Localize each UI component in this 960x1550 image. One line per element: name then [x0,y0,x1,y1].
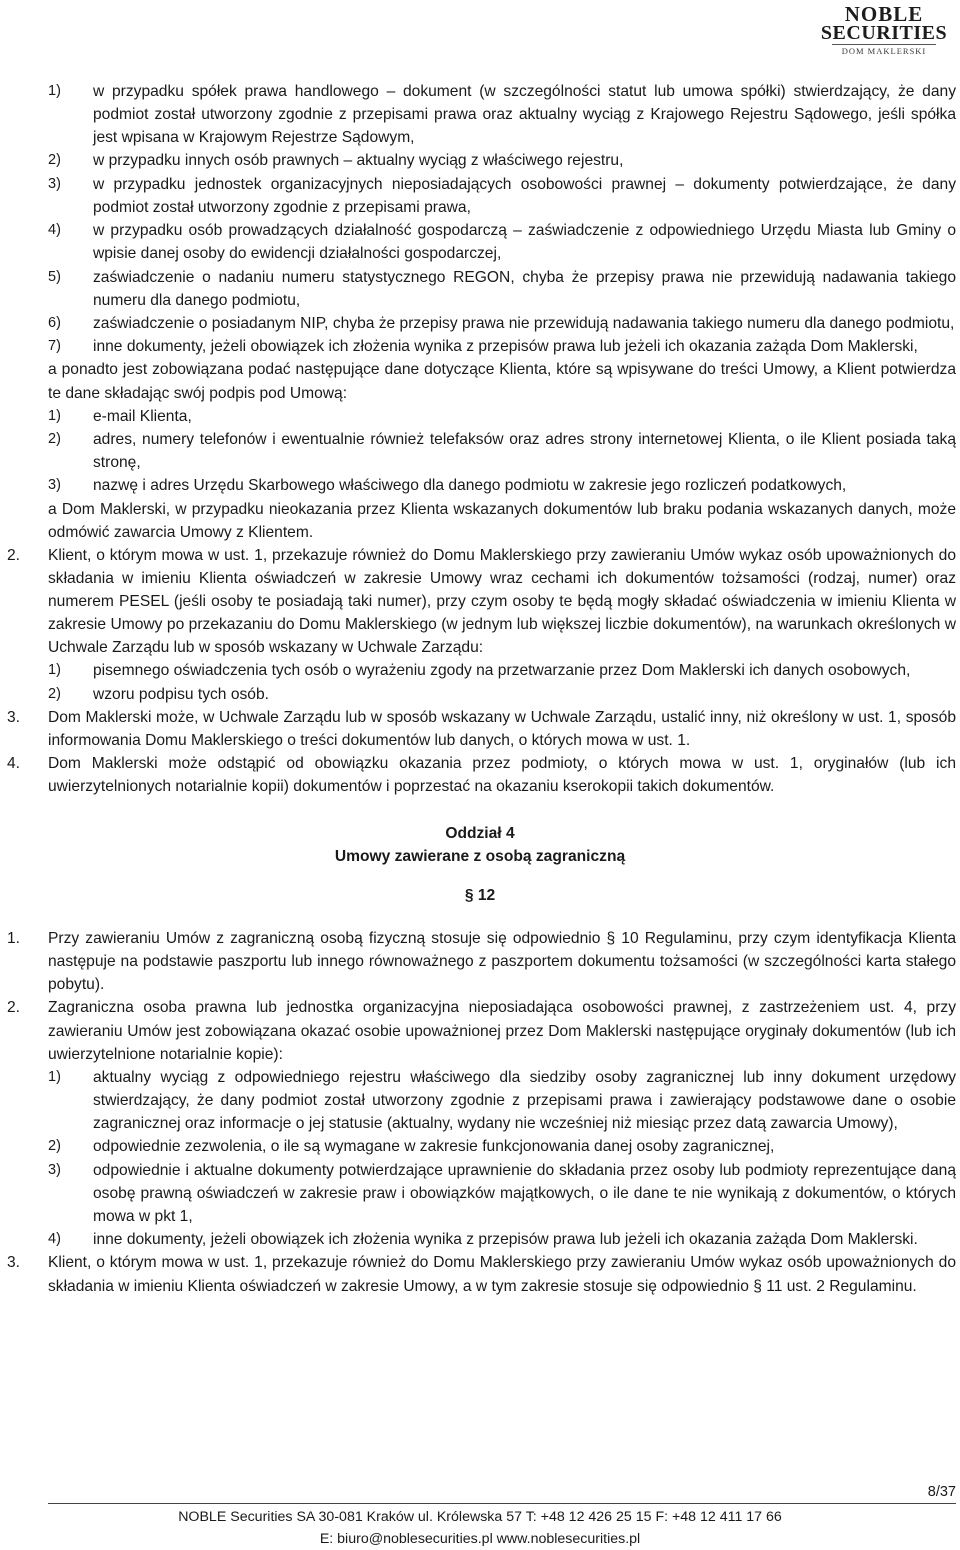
item-text: aktualny wyciąg z odpowiedniego rejestru właściwego dla siedziby osoby zagranicznej lub inny dokument urzędowy stwierdzający, że dany podmiot został utworzony zgodnie z przepisami prawa i zawierający podstawowe dane o osobie zagranicznej oraz informacje o jej statusie (aktualny, wydany nie wcześniej niż miesiąc przez datą zawarcia Umowy), [93,1068,956,1133]
item-text: Przy zawieraniu Umów z zagraniczną osobą fizyczną stosuje się odpowiednio § 10 Regulaminu, przy czym identyfikacja Klienta następuje na podstawie paszportu lub innego równoważnego z paszportem dokumentu tożsamości (w szczególności karta stałego pobytu). [48,930,956,994]
numbered-clause [0,544,960,659]
item-number: 3) [48,175,61,192]
footer-divider [48,1503,956,1504]
document-body [0,80,960,1298]
item-number: 2. [7,999,21,1017]
item-number: 7) [48,338,61,355]
item-number: 1) [48,662,61,679]
item-text: Klient, o którym mowa w ust. 1, przekazuje również do Domu Maklerskiego przy zawieraniu Umów wykaz osób upoważnionych do składania w imieniu Klienta oświadczeń w zakresie Umowy wraz cechami ich dokumentów tożsamości (rodzaj, numer) oraz numerem PESEL (jeśli osoby te posiadają taki numer), przy czym osoby te będą mogły składać oświadczenia w imieniu Klienta w zakresie Umowy po przekazaniu do Domu Maklerskiego (w jednym lub większej liczbie dokumentów), na warunkach określonych w Uchwale Zarządu lub w sposób wskazany w Uchwale Zarządu: [48,546,956,657]
item-text: adres, numery telefonów i ewentualnie również telefaksów oraz adres strony internetowej Klienta, o ile Klient posiada taką stronę, [93,430,956,471]
item-text: odpowiednie i aktualne dokumenty potwierdzające uprawnienie do składania przez osoby lub podmioty reprezentujące daną osobę prawną oświadczeń w zakresie praw i obowiązków majątkowych, o ile dane te nie wynikają z dokumentów, o których mowa w pkt 1, [93,1161,956,1225]
item-number: 1) [48,1068,61,1085]
page-number: 8/37 [927,1484,956,1500]
numbered-clause [0,996,960,1065]
list-item [0,659,960,682]
numbered-clause [0,706,960,752]
item-number: 3) [48,1161,61,1178]
item-text: inne dokumenty, jeżeli obowiązek ich złożenia wynika z przepisów prawa lub jeżeli ich okazania zażąda Dom Maklerski, [93,338,918,356]
item-number: 5) [48,268,61,285]
list-item [0,149,960,172]
logo-line-3: DOM MAKLERSKI [832,44,936,56]
list-item [0,173,960,219]
item-number: 2) [48,685,61,702]
company-logo [818,4,950,56]
item-text: Dom Maklerski może, w Uchwale Zarządu lub w sposób wskazany w Uchwale Zarządu, ustalić inny, niż określony w ust. 1, sposób informowania Domu Maklerskiego o treści dokumentów lub danych, o których mowa w ust. 1. [48,708,956,750]
numbered-clause [0,927,960,996]
logo-line-2: SECURITIES [820,22,948,44]
list-item [0,219,960,265]
item-text: Zagraniczna osoba prawna lub jednostka organizacyjna nieposiadająca osobowości prawnej, z zastrzeżeniem ust. 4, przy zawieraniu Umów jest zobowiązana okazać osobie upoważnionej przez Dom Maklerski następujące oryginały dokumentów (lub ich uwierzytelnione notarialnie kopie): [48,999,956,1063]
section-subtitle: Umowy zawierane z osobą zagraniczną [334,847,626,865]
footer-address-line: NOBLE Securities SA 30-081 Kraków ul. Królewska 57 T: +48 12 426 25 15 F: +48 12 411 17 66 [178,1509,782,1525]
item-text: zaświadczenie o nadaniu numeru statystycznego REGON, chyba że przepisy prawa nie przewidują nadawania takiego numeru dla danego podmiotu, [93,268,956,309]
footer-contact-line: E: biuro@noblesecurities.pl www.noblesecurities.pl [319,1531,641,1547]
item-number: 4) [48,1231,61,1248]
section-10-continuation [0,80,960,799]
numbered-clause [0,752,960,798]
item-text: w przypadku jednostek organizacyjnych nieposiadających osobowości prawnej – dokumenty potwierdzające, że dany podmiot został utworzony zgodnie z przepisami prawa, [93,175,956,216]
item-number: 3. [7,708,21,726]
item-number: 1) [48,407,61,424]
item-text: w przypadku spółek prawa handlowego – dokument (w szczególności statut lub umowa spółki) stwierdzający, że dany podmiot został utworzony zgodnie z przepisami prawa oraz aktualny wyciąg z Krajowego Rejestru Sądowego, jeśli spółka jest wpisana w Krajowym Rejestrze Sądowym, [93,83,956,147]
item-number: 4. [7,755,21,773]
numbered-clause [0,1251,960,1297]
item-number: 1) [48,83,61,99]
list-item [0,474,960,497]
item-number: 2) [48,1138,61,1155]
list-item [0,1066,960,1135]
list-item [0,266,960,312]
item-number: 2. [7,546,21,564]
list-item [0,80,960,149]
list-item [0,1135,960,1158]
item-number: 3) [48,477,61,494]
page-footer [0,1506,960,1550]
item-number: 2) [48,430,61,447]
item-number: 6) [48,314,61,331]
item-text: pisemnego oświadczenia tych osób o wyrażeniu zgody na przetwarzanie przez Dom Maklerski ich danych osobowych, [93,662,911,680]
item-text: Klient, o którym mowa w ust. 1, przekazuje również do Domu Maklerskiego przy zawieraniu Umów wykaz osób upoważnionych do składania w imieniu Klienta oświadczeń w zakresie Umowy, a w tym zakresie stosuje się odpowiednio § 11 ust. 2 Regulaminu. [48,1254,956,1295]
list-item [0,405,960,428]
logo-line-1: NOBLE [844,2,924,26]
paragraph-text: a ponadto jest zobowiązana podać następujące dane dotyczące Klienta, które są wpisywane do treści Umowy, a Klient potwierdza te dane składając swój podpis pod Umową: [48,361,956,402]
item-text: w przypadku osób prowadzących działalność gospodarczą – zaświadczenie z odpowiedniego Urzędu Miasta lub Gminy o wpisie danej osoby do ewidencji działalności gospodarczej, [93,222,956,263]
item-text: Dom Maklerski może odstąpić od obowiązku okazania przez podmioty, o których mowa w ust. 1, oryginałów (lub ich uwierzytelnionych notarialnie kopii) dokumentów i poprzestać na okazaniu kserokopii takich dokumentów. [48,755,956,796]
paragraph-heading: § 12 [464,886,496,904]
item-text: inne dokumenty, jeżeli obowiązek ich złożenia wynika z przepisów prawa lub jeżeli ich okazania zażąda Dom Maklerski. [93,1231,918,1249]
item-number: 4) [48,222,61,239]
item-text: w przypadku innych osób prawnych – aktualny wyciąg z właściwego rejestru, [93,152,624,170]
item-text: wzoru podpisu tych osób. [93,685,269,703]
section-spacer [0,799,960,822]
paragraph-text: a Dom Maklerski, w przypadku nieokazania przez Klienta wskazanych dokumentów lub braku podania wskazanych danych, może odmówić zawarcia Umowy z Klientem. [48,500,956,541]
item-number: 3. [7,1254,21,1272]
item-text: odpowiednie zezwolenia, o ile są wymagane w zakresie funkcjonowania danej osoby zagranicznej, [93,1138,775,1156]
item-text: e-mail Klienta, [93,407,192,425]
item-number: 2) [48,152,61,169]
item-number: 1. [7,930,21,947]
section-title: Oddział 4 [445,824,515,842]
list-item [0,335,960,358]
list-item [0,428,960,474]
list-item [0,683,960,706]
list-item [0,1159,960,1228]
item-text: zaświadczenie o posiadanym NIP, chyba że przepisy prawa nie przewidują nadawania takiego numeru dla danego podmiotu, [93,314,955,332]
item-text: nazwę i adres Urzędu Skarbowego właściwego dla danego podmiotu w zakresie jego rozliczeń podatkowych, [93,477,847,495]
list-item [0,1228,960,1251]
list-item [0,312,960,335]
section-12-body [0,927,960,1298]
